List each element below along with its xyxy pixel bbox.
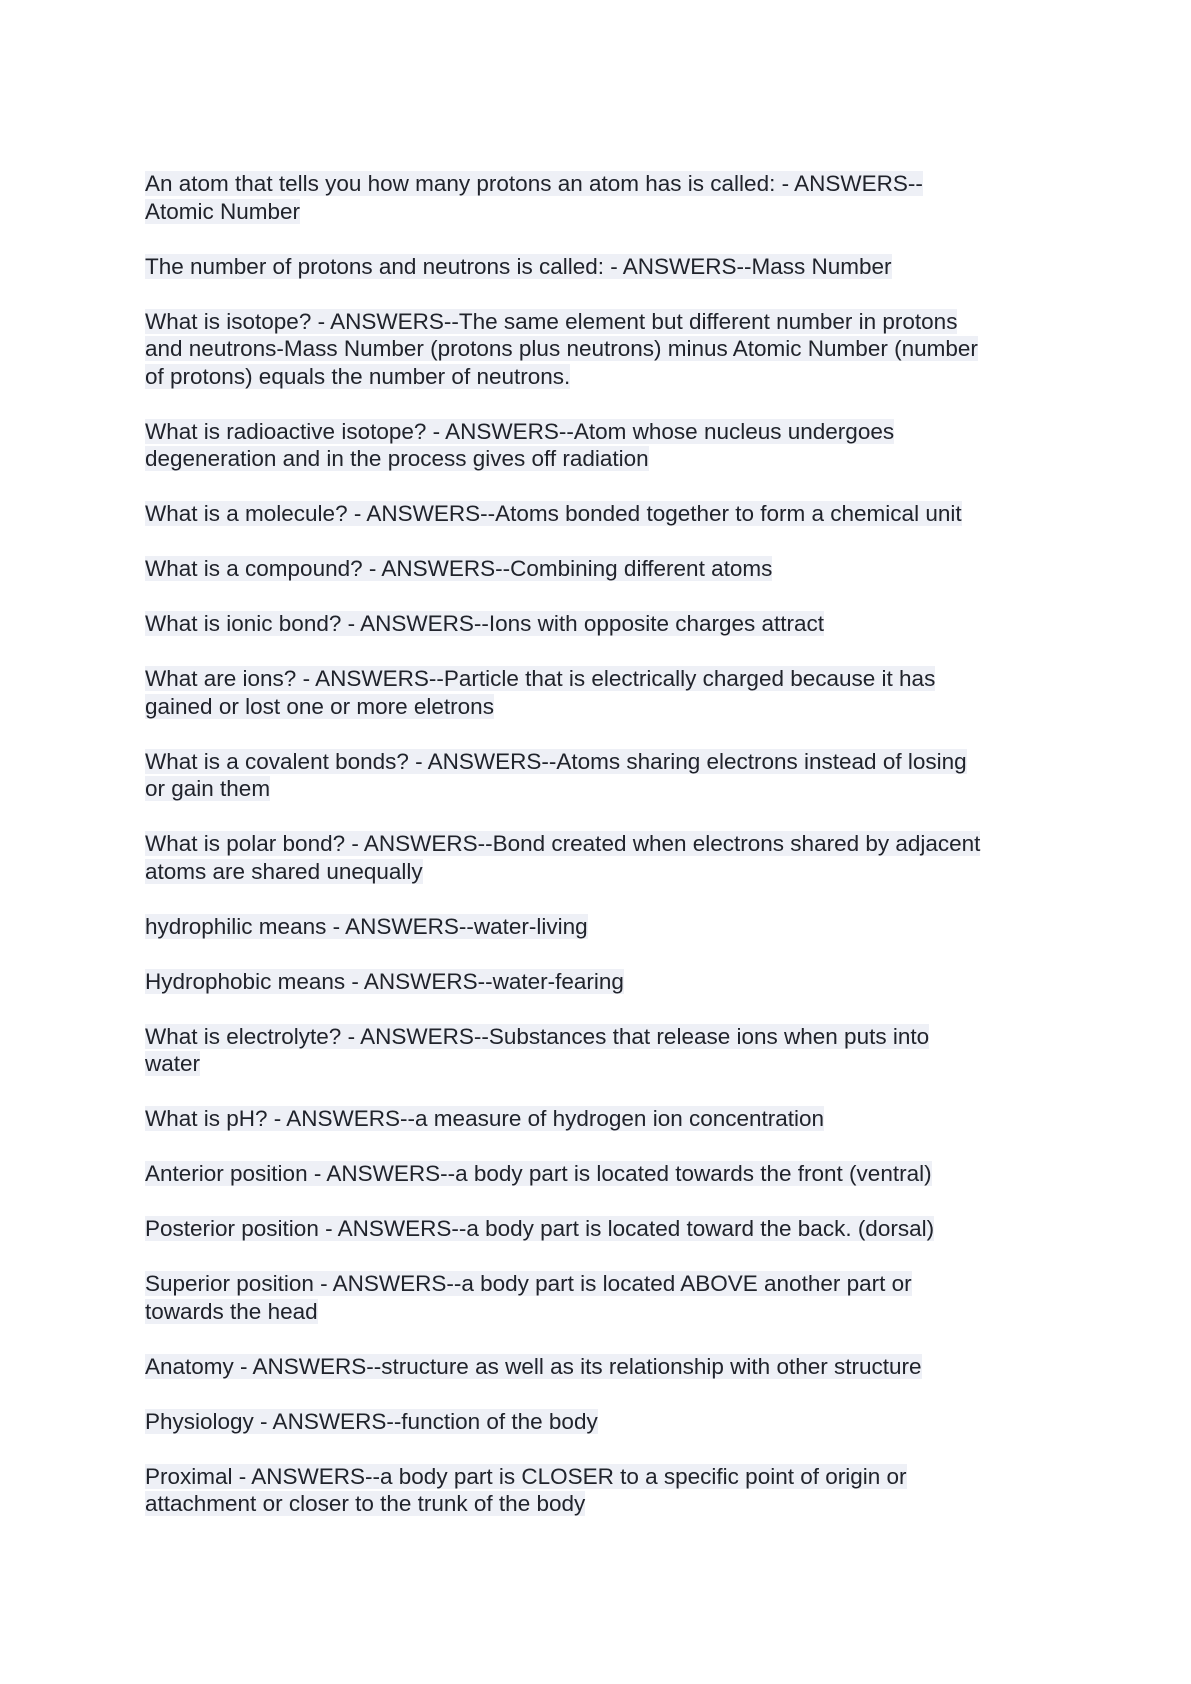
- entry-line-text: An atom that tells you how many protons an atom has is called: - ANSWERS--: [145, 171, 923, 196]
- entry-line: [145, 1463, 1065, 1491]
- entry-line: [145, 968, 1065, 996]
- entry-line-text: What is polar bond? - ANSWERS--Bond created when electrons shared by adjacent: [145, 831, 981, 856]
- entry-line: [145, 913, 1065, 941]
- qa-entry: [145, 665, 1065, 720]
- entry-line-text: water: [145, 1051, 201, 1076]
- qa-entry: [145, 1215, 1065, 1243]
- entry-line: [145, 1050, 1065, 1078]
- entry-line: [145, 1353, 1065, 1381]
- entry-line: [145, 693, 1065, 721]
- qa-entry: [145, 1353, 1065, 1381]
- entry-line: [145, 555, 1065, 583]
- entry-line-text: Anatomy - ANSWERS--structure as well as its relationship with other structure: [145, 1353, 922, 1379]
- entry-line: [145, 1105, 1065, 1133]
- entry-line-text: Atomic Number: [145, 198, 301, 224]
- qa-entry: [145, 1408, 1065, 1436]
- entry-line: [145, 1298, 1065, 1326]
- qa-entry: [145, 1270, 1065, 1325]
- entry-line-text: Hydrophobic means - ANSWERS--water-fearing: [145, 968, 624, 994]
- qa-entry: [145, 748, 1065, 803]
- entry-line-text: gained or lost one or more eletrons: [145, 693, 494, 719]
- qa-entry: [145, 1160, 1065, 1188]
- entry-line-text: What is ionic bond? - ANSWERS--Ions with opposite charges attract: [145, 611, 825, 636]
- entry-line: [145, 775, 1065, 803]
- entry-line: [145, 1160, 1065, 1188]
- entry-line-text: and neutrons-Mass Number (protons plus neutrons) minus Atomic Number (number: [145, 336, 978, 361]
- entry-line-text: Superior position - ANSWERS--a body part is located ABOVE another part or: [145, 1271, 912, 1296]
- document-page: [145, 170, 1065, 1545]
- qa-entry: [145, 500, 1065, 528]
- entry-line: [145, 748, 1065, 776]
- entry-line-text: hydrophilic means - ANSWERS--water-living: [145, 913, 588, 939]
- entry-line: [145, 335, 1065, 363]
- entry-line-text: What is electrolyte? - ANSWERS--Substances that release ions when puts into: [145, 1023, 930, 1049]
- entry-line-text: What is a covalent bonds? - ANSWERS--Atoms sharing electrons instead of losing: [145, 748, 967, 774]
- entry-line: [145, 1408, 1065, 1436]
- entry-line-text: Physiology - ANSWERS--function of the body: [145, 1408, 598, 1434]
- qa-entry: [145, 253, 1065, 281]
- entry-line-text: What is a molecule? - ANSWERS--Atoms bonded together to form a chemical unit: [145, 501, 962, 526]
- entry-line: [145, 418, 1065, 446]
- entry-line-text: Posterior position - ANSWERS--a body part is located toward the back. (dorsal): [145, 1216, 935, 1241]
- qa-entry: [145, 555, 1065, 583]
- entry-line-text: What is pH? - ANSWERS--a measure of hydrogen ion concentration: [145, 1106, 825, 1131]
- entry-line: [145, 500, 1065, 528]
- qa-entry: [145, 308, 1065, 391]
- entry-line-text: Anterior position - ANSWERS--a body part is located towards the front (ventral): [145, 1161, 932, 1186]
- entry-line-text: atoms are shared unequally: [145, 858, 423, 884]
- entry-line: [145, 1023, 1065, 1051]
- entry-line-text: Proximal - ANSWERS--a body part is CLOSER to a specific point of origin or: [145, 1463, 907, 1489]
- entry-line: [145, 665, 1065, 693]
- qa-entry: [145, 913, 1065, 941]
- entry-line-text: towards the head: [145, 1298, 318, 1324]
- qa-entry: [145, 418, 1065, 473]
- qa-entry: [145, 610, 1065, 638]
- entry-line: [145, 830, 1065, 858]
- entry-line: [145, 198, 1065, 226]
- qa-entry: [145, 1463, 1065, 1518]
- entry-line-text: degeneration and in the process gives off radiation: [145, 446, 649, 471]
- qa-entry: [145, 1105, 1065, 1133]
- entry-line: [145, 1490, 1065, 1518]
- entry-line-text: The number of protons and neutrons is called: - ANSWERS--Mass Number: [145, 253, 892, 279]
- entry-line: [145, 308, 1065, 336]
- entry-line: [145, 1215, 1065, 1243]
- qa-entry: [145, 170, 1065, 225]
- entry-line: [145, 253, 1065, 281]
- entry-line-text: or gain them: [145, 776, 271, 801]
- entry-line-text: What is isotope? - ANSWERS--The same element but different number in protons: [145, 308, 958, 334]
- qa-entry: [145, 1023, 1065, 1078]
- entry-line: [145, 170, 1065, 198]
- entry-line: [145, 445, 1065, 473]
- entry-line: [145, 858, 1065, 886]
- entry-line-text: What is a compound? - ANSWERS--Combining different atoms: [145, 556, 773, 581]
- entry-line: [145, 363, 1065, 391]
- entry-line-text: attachment or closer to the trunk of the body: [145, 1491, 586, 1516]
- entry-line-text: What is radioactive isotope? - ANSWERS--Atom whose nucleus undergoes: [145, 418, 895, 444]
- entry-line: [145, 1270, 1065, 1298]
- qa-entry: [145, 968, 1065, 996]
- entry-line: [145, 610, 1065, 638]
- qa-entry: [145, 830, 1065, 885]
- entry-line-text: of protons) equals the number of neutrons.: [145, 363, 571, 389]
- entry-line-text: What are ions? - ANSWERS--Particle that is electrically charged because it has: [145, 666, 936, 691]
